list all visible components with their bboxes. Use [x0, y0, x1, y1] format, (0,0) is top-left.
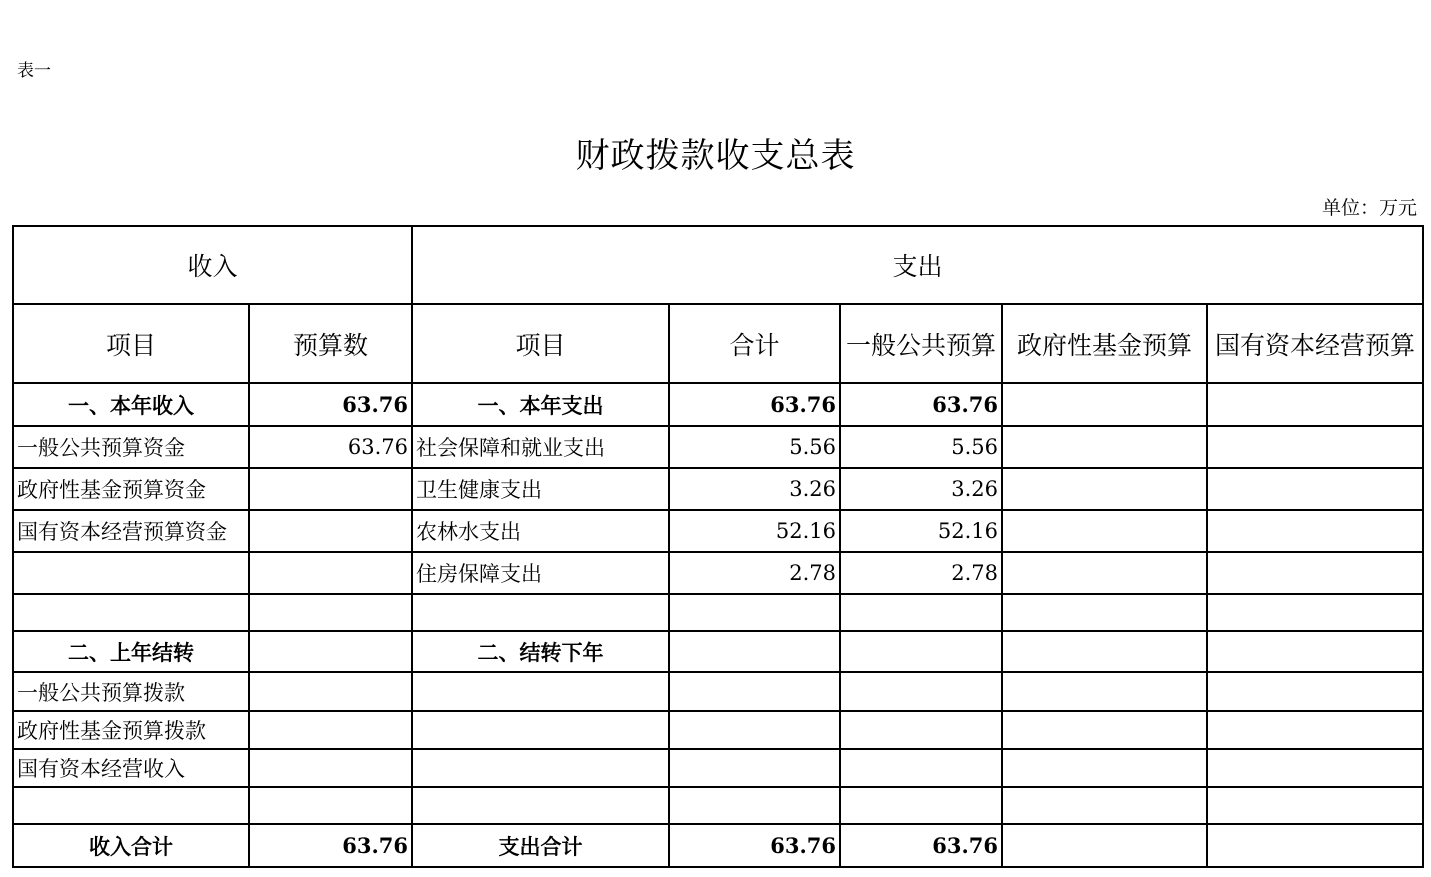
table-row: [13, 468, 1423, 510]
table-cell: [412, 711, 669, 749]
table-cell: [13, 594, 249, 631]
table-cell: [840, 631, 1002, 672]
table-cell: 5.56: [840, 426, 1002, 468]
table-cell: [1207, 552, 1423, 594]
table-cell: [249, 672, 412, 711]
table-cell: [13, 787, 249, 824]
table-row: [13, 787, 1423, 824]
table-cell: 一般公共预算拨款: [13, 672, 249, 711]
column-header: 一般公共预算: [840, 304, 1002, 383]
table-cell: [249, 631, 412, 672]
table-cell: [1207, 672, 1423, 711]
table-cell: 63.76: [249, 383, 412, 426]
table-row: [13, 594, 1423, 631]
expense-header: 支出: [412, 226, 1423, 304]
table-cell: [669, 631, 840, 672]
table-cell: 3.26: [840, 468, 1002, 510]
table-cell: [249, 787, 412, 824]
table-cell: [669, 787, 840, 824]
table-cell: [1207, 383, 1423, 426]
table-cell: 52.16: [669, 510, 840, 552]
table-cell: [249, 468, 412, 510]
table-cell: [1002, 383, 1207, 426]
table-cell: 政府性基金预算拨款: [13, 711, 249, 749]
table-row: [13, 672, 1423, 711]
table-cell: [1002, 552, 1207, 594]
table-cell: 63.76: [249, 824, 412, 867]
column-header-row: [13, 304, 1423, 383]
table-cell: [1207, 468, 1423, 510]
table-cell: [1207, 711, 1423, 749]
table-row: [13, 426, 1423, 468]
table-row: [13, 711, 1423, 749]
table-cell: 国有资本经营收入: [13, 749, 249, 787]
table-cell: 收入合计: [13, 824, 249, 867]
table-cell: [669, 672, 840, 711]
table-row: [13, 631, 1423, 672]
table-cell: [1207, 787, 1423, 824]
table-cell: 社会保障和就业支出: [412, 426, 669, 468]
table-cell: [249, 594, 412, 631]
table-cell: 一般公共预算资金: [13, 426, 249, 468]
table-cell: 2.78: [840, 552, 1002, 594]
page-title: 财政拨款收支总表: [575, 136, 856, 176]
table-row: [13, 510, 1423, 552]
column-header: 项目: [412, 304, 669, 383]
table-cell: [412, 672, 669, 711]
table-cell: [249, 510, 412, 552]
table-cell: 二、结转下年: [412, 631, 669, 672]
table-cell: [1002, 594, 1207, 631]
table-cell: [412, 787, 669, 824]
table-cell: [249, 552, 412, 594]
unit-label: 单位：万元: [1321, 197, 1417, 219]
table-cell: 2.78: [669, 552, 840, 594]
column-header: 国有资本经营预算: [1207, 304, 1423, 383]
table-cell: 5.56: [669, 426, 840, 468]
table-cell: 63.76: [669, 383, 840, 426]
table-cell: [669, 711, 840, 749]
table-row: [13, 383, 1423, 426]
table-cell: [1207, 749, 1423, 787]
table-cell: [1002, 468, 1207, 510]
column-header: 项目: [13, 304, 249, 383]
table-cell: [1002, 824, 1207, 867]
table-cell: [840, 787, 1002, 824]
table-cell: 63.76: [669, 824, 840, 867]
table-cell: 住房保障支出: [412, 552, 669, 594]
table-cell: [13, 552, 249, 594]
column-header: 合计: [669, 304, 840, 383]
table-cell: 63.76: [840, 383, 1002, 426]
table-cell: [1002, 426, 1207, 468]
table-row: [13, 552, 1423, 594]
table-cell: [1002, 672, 1207, 711]
income-header: 收入: [13, 226, 412, 304]
table-cell: [840, 711, 1002, 749]
table-cell: [840, 672, 1002, 711]
table-cell: 卫生健康支出: [412, 468, 669, 510]
table-cell: [412, 749, 669, 787]
table-cell: [840, 594, 1002, 631]
table-cell: [1002, 510, 1207, 552]
table-row: [13, 824, 1423, 867]
table-cell: [1002, 787, 1207, 824]
table-cell: [1002, 631, 1207, 672]
table-cell: [840, 749, 1002, 787]
table-cell: 3.26: [669, 468, 840, 510]
table-cell: [1207, 824, 1423, 867]
table-number: 表一: [17, 61, 51, 81]
table-cell: [1207, 631, 1423, 672]
table-cell: 一、本年收入: [13, 383, 249, 426]
table-cell: [1002, 749, 1207, 787]
table-cell: [1207, 594, 1423, 631]
table-cell: 52.16: [840, 510, 1002, 552]
table-cell: 政府性基金预算资金: [13, 468, 249, 510]
column-header: 政府性基金预算: [1002, 304, 1207, 383]
table-cell: 63.76: [840, 824, 1002, 867]
table-cell: 63.76: [249, 426, 412, 468]
table-cell: [1002, 711, 1207, 749]
table-cell: [249, 711, 412, 749]
section-header-row: [13, 226, 1423, 304]
table-cell: [1207, 426, 1423, 468]
table-cell: [669, 749, 840, 787]
table-cell: [669, 594, 840, 631]
table-cell: 一、本年支出: [412, 383, 669, 426]
table-cell: 二、上年结转: [13, 631, 249, 672]
table-cell: 国有资本经营预算资金: [13, 510, 249, 552]
column-header: 预算数: [249, 304, 412, 383]
table-cell: [249, 749, 412, 787]
table-cell: [1207, 510, 1423, 552]
fiscal-appropriation-table: [12, 225, 1424, 868]
table-cell: 农林水支出: [412, 510, 669, 552]
table-row: [13, 749, 1423, 787]
table-cell: [412, 594, 669, 631]
table-cell: 支出合计: [412, 824, 669, 867]
